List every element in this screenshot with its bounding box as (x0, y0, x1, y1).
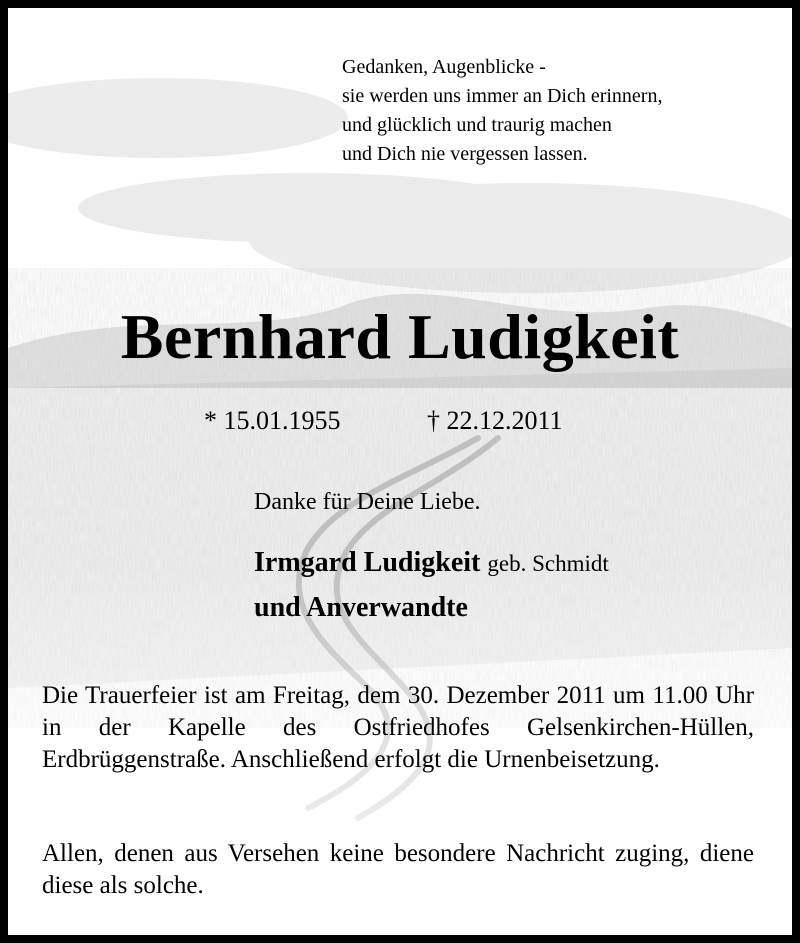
poem (342, 53, 662, 169)
maiden-name: geb. Schmidt (487, 551, 609, 576)
service-details: Die Trauerfeier ist am Freitag, dem 30. Dezember 2011 um 11.00 Uhr in der Kapelle des Ostfriedhofes Gelsenkirchen-Hüllen, Erdbrüggenstraße. Anschließend erfolgt die Urnenbeisetzung. (42, 682, 754, 773)
poem-line: und glücklich und traurig machen (342, 114, 612, 136)
birth-date: * 15.01.1955 (204, 406, 341, 435)
mourner-name: Irmgard Ludigkeit (254, 547, 481, 578)
mourner-line (254, 547, 609, 579)
death-date: † 22.12.2011 (427, 406, 563, 435)
deceased-name: Bernhard Ludigkeit (120, 301, 680, 372)
poem-line: und Dich nie vergessen lassen. (342, 143, 588, 165)
thanks-line: Danke für Deine Liebe. (254, 489, 481, 515)
poem-line: sie werden uns immer an Dich erinnern, (342, 85, 663, 107)
closing-note: Allen, denen aus Versehen keine besondere Nachricht zuging, diene diese als solche. (42, 840, 754, 899)
relatives-line: und Anverwandte (254, 592, 468, 623)
poem-line: Gedanken, Augenblicke - (342, 56, 546, 78)
